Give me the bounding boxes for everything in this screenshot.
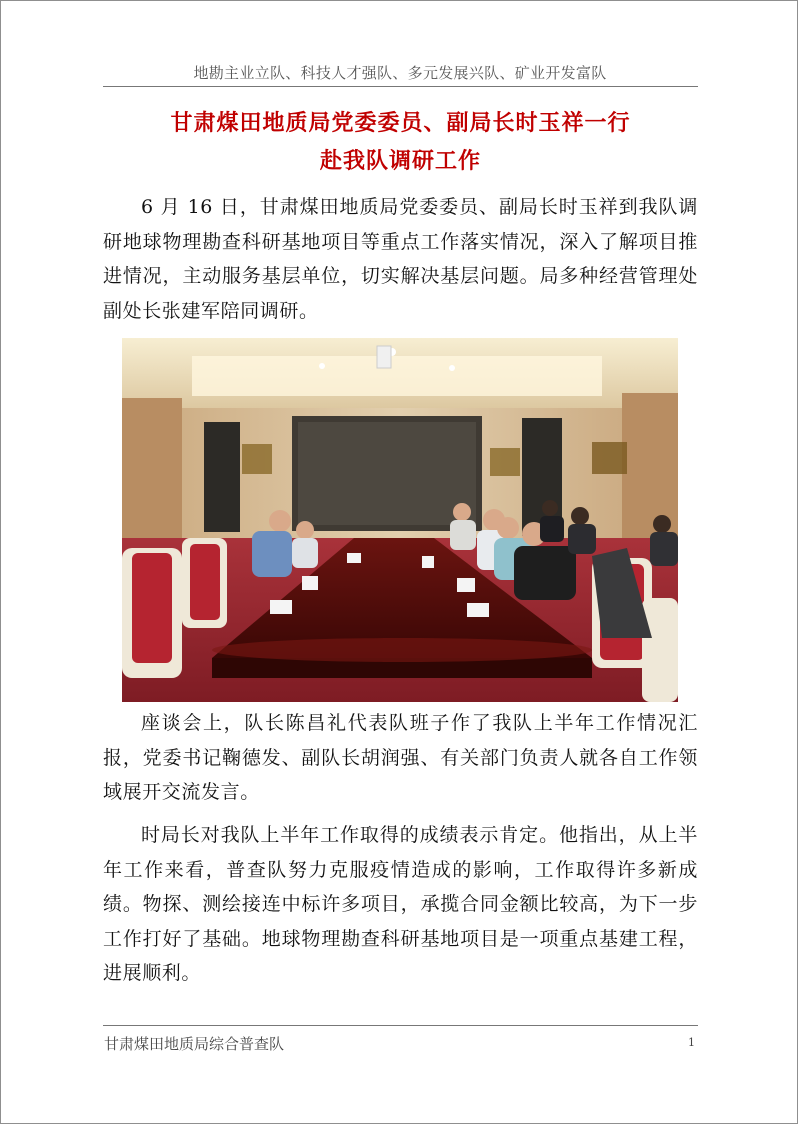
footer-divider — [103, 1025, 698, 1026]
article-paragraph-1: 6 月 16 日，甘肃煤田地质局党委委员、副局长时玉祥到我队调研地球物理勘查科研基地项目等重点工作落实情况，深入了解项目推进情况，主动服务基层单位，切实解决基层问题。局多种经营管理处副处长张建军陪同调研。 — [103, 196, 698, 322]
meeting-photo — [122, 338, 678, 702]
article-title-line-1: 甘肃煤田地质局党委委员、副局长时玉祥一行 — [170, 110, 631, 136]
article-paragraph-3: 时局长对我队上半年工作取得的成绩表示肯定。他指出，从上半年工作来看，普查队努力克服疫情造成的影响，工作取得许多新成绩。物探、测绘接连中标许多项目，承揽合同金额比较高，为下一步工作打好了基础。地球物理勘查科研基地项目是一项重点基建工程，进展顺利。 — [103, 824, 698, 984]
article-title-line-2: 赴我队调研工作 — [319, 148, 481, 174]
header-divider — [103, 86, 698, 87]
page-header-slogan: 地勘主业立队、科技人才强队、多元发展兴队、矿业开发富队 — [193, 64, 607, 82]
footer-organization: 甘肃煤田地质局综合普查队 — [104, 1035, 285, 1053]
page-number: 1 — [688, 1036, 695, 1049]
article-title — [103, 104, 698, 180]
article-paragraph-2: 座谈会上，队长陈昌礼代表队班子作了我队上半年工作情况汇报，党委书记鞠德发、副队长胡润强、有关部门负责人就各自工作领域展开交流发言。 — [103, 712, 698, 803]
